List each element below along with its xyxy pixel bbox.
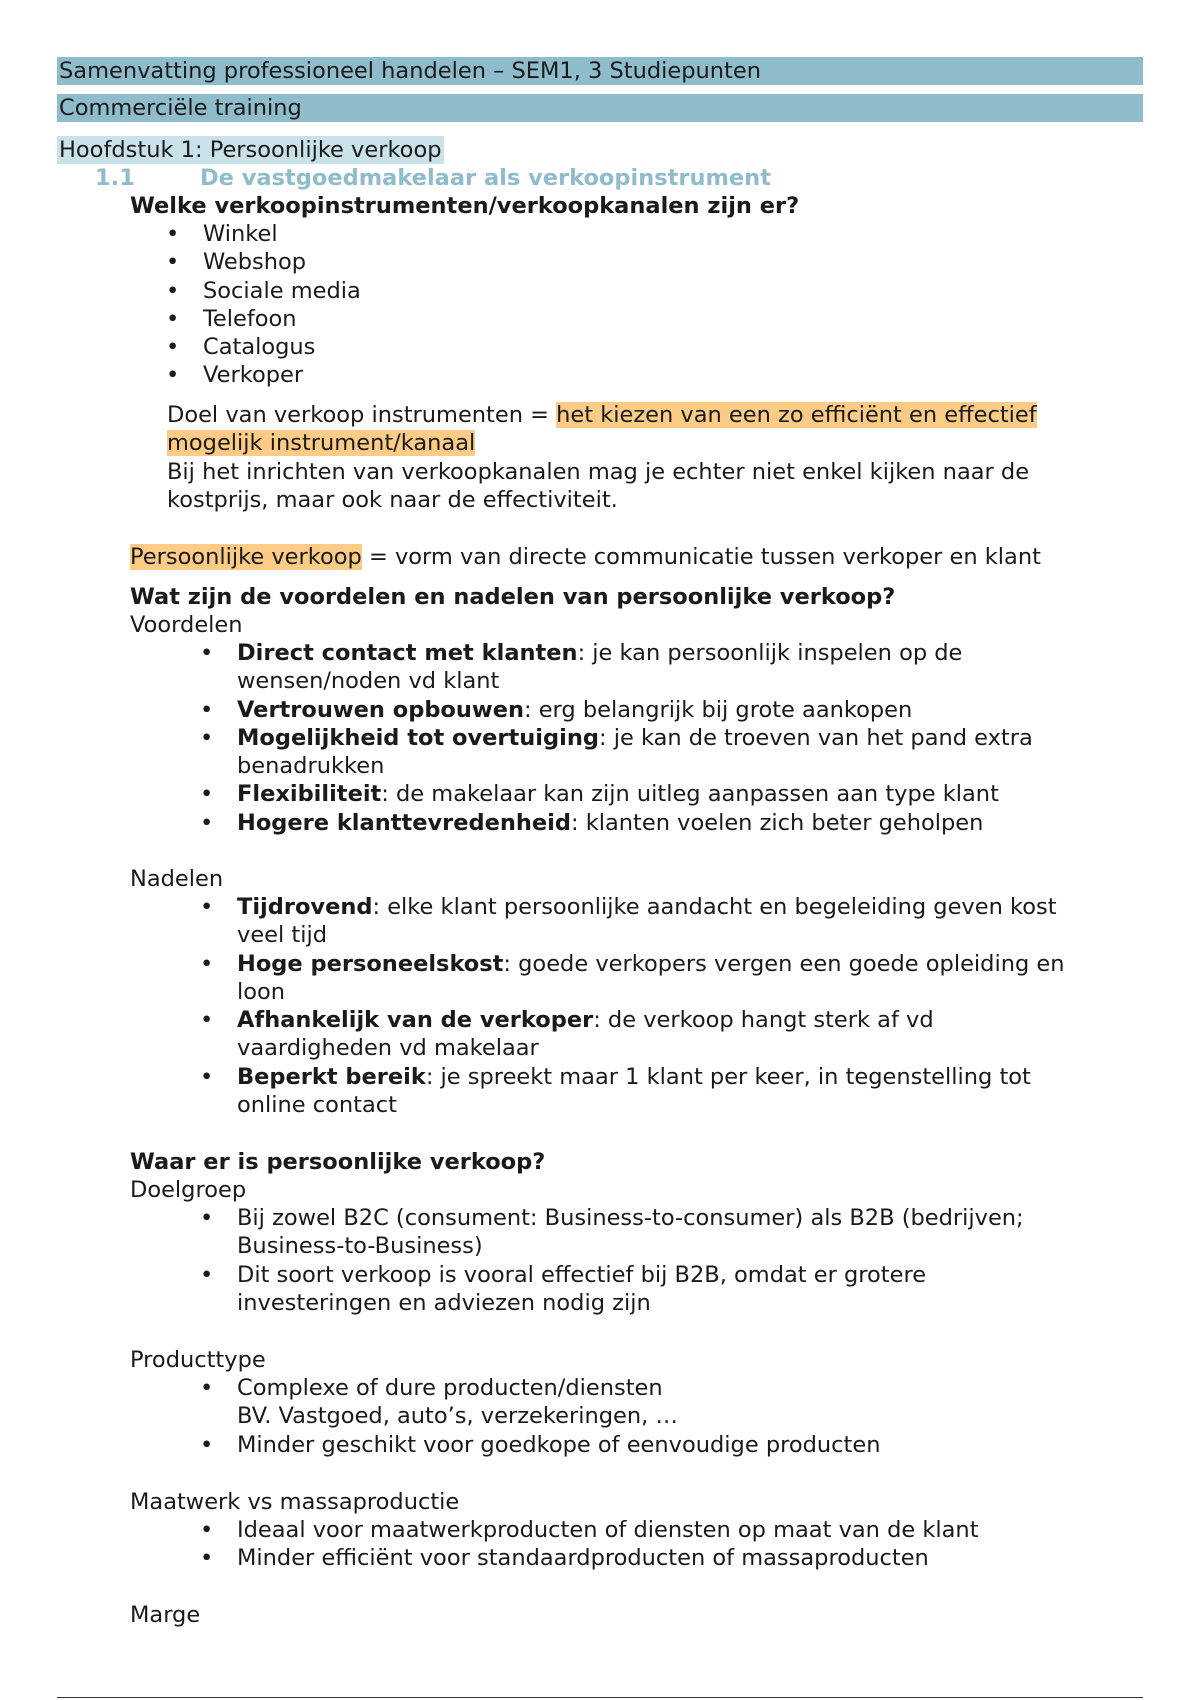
bullet: • xyxy=(200,1545,214,1572)
list-item: • Afhankelijk van de verkoper: de verkoop hangt sterk af vd vaardigheden vd makelaar xyxy=(200,1007,934,1062)
bullet: • xyxy=(200,1261,214,1288)
list-item: • Catalogus xyxy=(166,334,316,361)
bullet: • xyxy=(166,277,180,304)
bullet: • xyxy=(200,950,214,977)
bullet: • xyxy=(166,305,180,332)
list-item: • Minder geschikt voor goedkope of eenvoudige producten xyxy=(200,1431,881,1458)
definition-line xyxy=(130,543,1041,571)
list-item: • Webshop xyxy=(166,249,307,276)
list-item: • Dit soort verkoop is vooral effectief bij B2B, omdat er grotere investeringen en adviezen nodig zijn xyxy=(200,1261,927,1316)
list-item: • Bij zowel B2C (consument: Business-to-consumer) als B2B (bedrijven; Business-to-Business) xyxy=(200,1205,1024,1260)
bullet: • xyxy=(200,1431,214,1458)
title-band xyxy=(57,57,1143,85)
bullet: • xyxy=(200,1007,214,1034)
product-type-label: Producttype xyxy=(130,1347,266,1373)
list-item: • Winkel xyxy=(166,221,278,247)
question-channels: Welke verkoopinstrumenten/verkoopkanalen zijn er? xyxy=(130,193,800,219)
goal-paragraph xyxy=(167,401,1127,514)
bullet: • xyxy=(166,221,180,247)
list-item: • Direct contact met klanten: je kan persoonlijk inspelen op de wensen/noden vd klant xyxy=(200,640,963,695)
bullet: • xyxy=(200,894,214,920)
list-item: • Minder efficiënt voor standaardproducten of massaproducten xyxy=(200,1545,929,1572)
pros-label: Voordelen xyxy=(130,612,243,638)
question-where: Waar er is persoonlijke verkoop? xyxy=(130,1149,546,1175)
bullet: • xyxy=(166,249,180,276)
section-heading xyxy=(95,164,771,192)
goal-text-line: kostprijs, maar ook naar de effectiviteit. xyxy=(167,486,618,513)
bullet: • xyxy=(200,724,214,751)
margin-label: Marge xyxy=(130,1602,201,1628)
list-item: • Verkoper xyxy=(166,362,304,389)
goal-lead: Doel van verkoop instrumenten = xyxy=(167,402,557,428)
product-type-list xyxy=(200,1374,1137,1459)
target-group-list xyxy=(200,1204,1137,1317)
goal-highlight: het kiezen van een zo efficiënt en effectief xyxy=(556,402,1037,428)
list-item: • Flexibiliteit: de makelaar kan zijn uitleg aanpassen aan type klant xyxy=(200,781,999,808)
document-subtitle: Commerciële training xyxy=(59,95,302,121)
bullet: • xyxy=(200,1205,214,1231)
cons-list xyxy=(200,893,1137,1119)
list-item: • Ideaal voor maatwerkproducten of diensten op maat van de klant xyxy=(200,1517,979,1543)
footer-divider xyxy=(57,1697,1143,1698)
bullet: • xyxy=(200,640,214,666)
list-item: • Tijdrovend: elke klant persoonlijke aandacht en begeleiding geven kost veel tijd xyxy=(200,894,1057,949)
target-group-label: Doelgroep xyxy=(130,1177,247,1203)
bullet: • xyxy=(200,781,214,808)
list-item: • Complexe of dure producten/diensten BV. Vastgoed, auto’s, verzekeringen, … xyxy=(200,1375,678,1430)
list-item: • Hogere klanttevredenheid: klanten voelen zich beter geholpen xyxy=(200,809,984,836)
pros-list xyxy=(200,639,1137,837)
custom-vs-mass-label: Maatwerk vs massaproductie xyxy=(130,1489,460,1515)
bullet: • xyxy=(200,1517,214,1543)
goal-text-line: Bij het inrichten van verkoopkanalen mag je echter niet enkel kijken naar de xyxy=(167,458,1030,485)
question-pros-cons: Wat zijn de voordelen en nadelen van persoonlijke verkoop? xyxy=(130,584,896,610)
definition-term: Persoonlijke verkoop xyxy=(130,544,362,570)
list-item: • Hoge personeelskost: goede verkopers vergen een goede opleiding en loon xyxy=(200,950,1065,1005)
bullet: • xyxy=(200,1375,214,1401)
list-item: • Mogelijkheid tot overtuiging: je kan de troeven van het pand extra benadrukken xyxy=(200,724,1033,780)
list-item: • Telefoon xyxy=(166,305,297,332)
definition-text: = vorm van directe communicatie tussen verkoper en klant xyxy=(361,544,1041,570)
cons-label: Nadelen xyxy=(130,866,224,892)
bullet: • xyxy=(166,362,180,389)
list-item: • Vertrouwen opbouwen: erg belangrijk bij grote aankopen xyxy=(200,696,913,723)
subtitle-band xyxy=(57,94,1143,122)
bullet: • xyxy=(200,809,214,836)
goal-highlight-cont: mogelijk instrument/kanaal xyxy=(167,430,476,457)
section-title: De vastgoedmakelaar als verkoopinstrument xyxy=(200,165,771,191)
section-number: 1.1 xyxy=(95,165,135,191)
document-title: Samenvatting professioneel handelen – SEM1, 3 Studiepunten xyxy=(59,58,761,84)
chapter-heading: Hoofdstuk 1: Persoonlijke verkoop xyxy=(59,137,442,163)
bullet: • xyxy=(200,696,214,723)
bullet: • xyxy=(200,1063,214,1090)
list-item: • Sociale media xyxy=(166,277,361,304)
bullet: • xyxy=(166,334,180,361)
channels-list xyxy=(166,220,361,390)
custom-vs-mass-list xyxy=(200,1516,1137,1573)
list-item: • Beperkt bereik: je spreekt maar 1 klant per keer, in tegenstelling tot online contact xyxy=(200,1063,1031,1119)
